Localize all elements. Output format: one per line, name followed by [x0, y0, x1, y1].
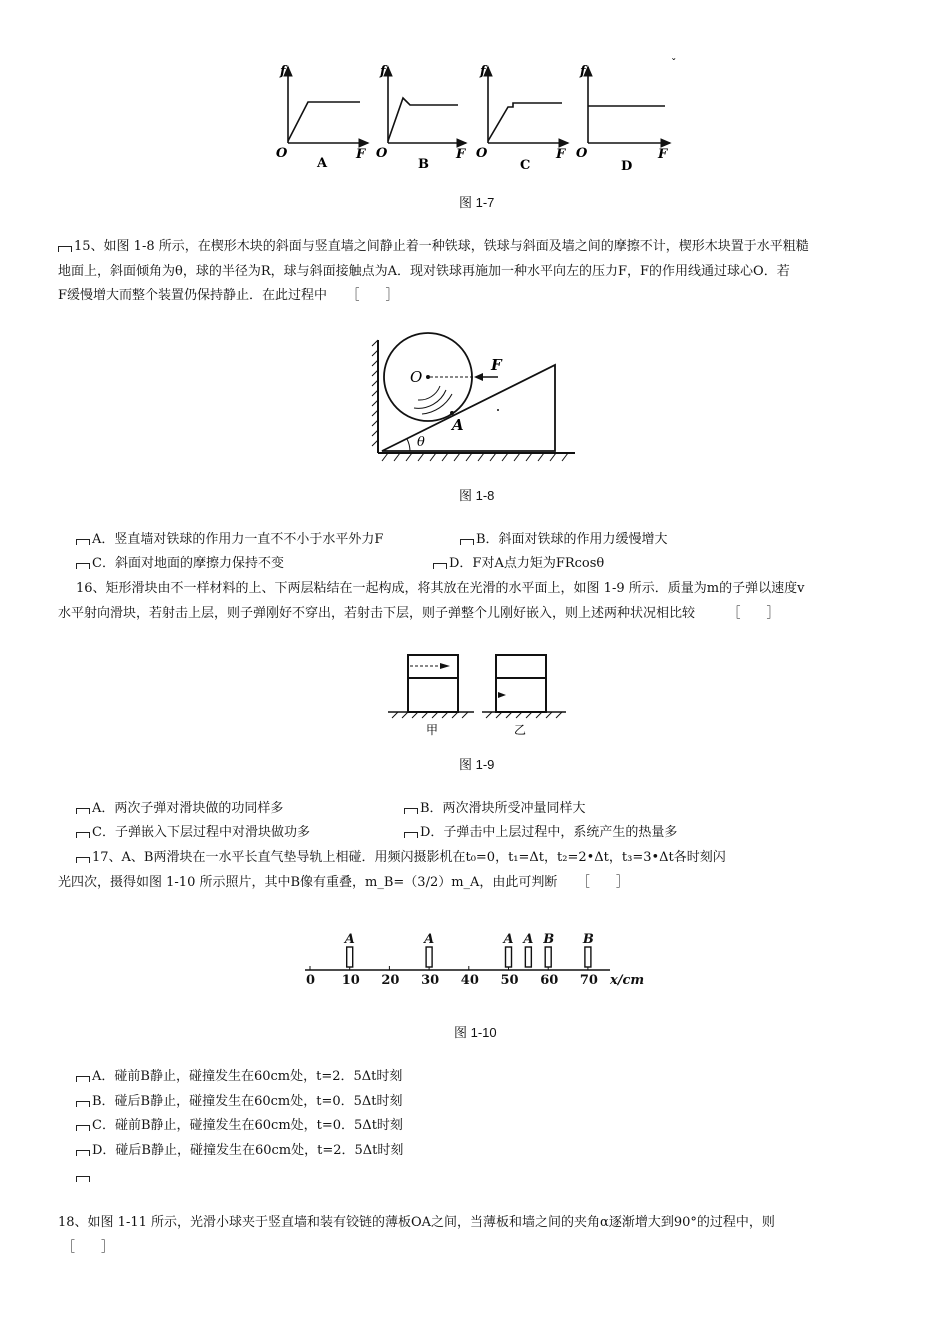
question-16-line-1: 16、矩形滑块由不一样材料的上、下两层粘结在一起构成，将其放在光滑的水平面上，如图 1-9 所示．质量为m的子弹以速度v	[76, 581, 805, 596]
answer-blank-mark	[404, 832, 418, 838]
label-F: F	[491, 356, 502, 374]
stray-mark: ˇ	[671, 57, 677, 70]
figure-1-8	[370, 330, 580, 465]
answer-blank-mark	[76, 1076, 90, 1082]
tick-label: 20	[381, 973, 400, 988]
q15-option-a[interactable]: A．竖直墙对铁球的作用力一直不不小于水平外力F	[76, 529, 383, 551]
slider-block-b	[585, 947, 591, 967]
question-15-line-2: 地面上，斜面倾角为θ，球的半径为R，球与斜面接触点为A．现对铁球再施加一种水平向左的压力F，F的作用线通过球心O．若	[58, 264, 790, 279]
question-15-line-3: F缓慢增大而整个装置仍保持静止．在此过程中 ［ ］	[58, 288, 399, 303]
graph-panel-a	[276, 64, 368, 171]
q16-option-a[interactable]: A．两次子弹对滑块做的功同样多	[76, 798, 283, 820]
slider-block-a	[506, 947, 512, 967]
answer-blank-mark	[76, 1101, 90, 1107]
block-label: A	[344, 932, 355, 947]
question-15-line-1: 15、如图 1-8 所示，在楔形木块的斜面与竖直墙之间静止着一种铁球，铁球与斜面及墙之间的摩擦不计，楔形木块置于水平粗糙	[58, 236, 898, 258]
label-O: O	[410, 368, 423, 386]
answer-blank-mark	[76, 857, 90, 863]
slider-block-a	[426, 947, 432, 967]
figure-1-7	[270, 55, 690, 180]
q15-option-d[interactable]: D．F对A点力矩为FRcosθ	[433, 553, 604, 575]
block-label: B	[543, 932, 555, 947]
f-axis-label: f	[380, 64, 386, 79]
tick-label: 40	[460, 973, 479, 988]
f-axis-label: f	[480, 64, 486, 79]
f-axis-label: f	[580, 64, 586, 79]
figure-caption-1-8: 图 1-8	[459, 488, 495, 503]
tick-label: 0	[306, 973, 316, 988]
q17-option-d[interactable]: D．碰后B静止，碰撞发生在60cm处，t=2．5Δt时刻	[76, 1140, 403, 1162]
q15-option-b[interactable]: B．斜面对铁球的作用力缓慢增大	[460, 529, 668, 551]
f-axis-label: f	[280, 64, 286, 79]
q16-option-b[interactable]: B．两次滑块所受冲量同样大	[404, 798, 586, 820]
answer-blank-mark	[433, 563, 447, 569]
origin-label: O	[476, 146, 488, 161]
answer-blank-mark	[76, 1125, 90, 1131]
answer-blank-mark	[76, 1176, 90, 1182]
panel-label-a: A	[317, 156, 328, 171]
question-17-line-1: 17、A、B两滑块在一水平长直气垫导轨上相碰．用频闪摄影机在t₀=0，t₁=Δt，t₂=2•Δt，t₃=3•Δt各时刻闪	[76, 847, 898, 869]
origin-label: O	[276, 146, 288, 161]
figure-caption-1-10: 图 1-10	[454, 1025, 497, 1040]
origin-label: O	[376, 146, 388, 161]
answer-blank-mark	[76, 1150, 90, 1156]
origin-label: O	[576, 146, 588, 161]
block-label: A	[523, 932, 534, 947]
F-axis-label: F	[456, 147, 466, 162]
label-jia: 甲	[426, 723, 439, 737]
F-axis-label: F	[356, 147, 366, 162]
question-16-line-2: 水平射向滑块，若射击上层，则子弹刚好不穿出，若射击下层，则子弹整个儿刚好嵌入，则上述两种状况相比较 ［ ］	[58, 606, 780, 621]
tick-label: 70	[579, 973, 598, 988]
panel-label-b: B	[418, 157, 429, 172]
label-A: A	[452, 416, 464, 434]
q16-option-c[interactable]: C．子弹嵌入下层过程中对滑块做功多	[76, 822, 310, 844]
tick-label: 50	[500, 973, 519, 988]
block-label: A	[424, 932, 435, 947]
block-label: B	[582, 932, 594, 947]
q16-option-d[interactable]: D．子弹击中上层过程中，系统产生的热量多	[404, 822, 677, 844]
answer-blank-mark	[460, 539, 474, 545]
tick-label: 60	[540, 973, 559, 988]
panel-label-d: D	[621, 159, 633, 174]
q17-option-a[interactable]: A．碰前B静止，碰撞发生在60cm处，t=2．5Δt时刻	[76, 1066, 402, 1088]
figure-caption-1-9: 图 1-9	[459, 757, 495, 772]
answer-blank-mark	[58, 246, 72, 252]
answer-blank-mark	[76, 832, 90, 838]
panel-label-c: C	[520, 158, 531, 173]
slider-block-a	[525, 947, 531, 967]
graph-panel-d	[576, 64, 670, 174]
q15-option-c[interactable]: C．斜面对地面的摩擦力保持不变	[76, 553, 284, 575]
question-18-line-2: ［ ］	[62, 1240, 115, 1255]
figure-caption-1-7: 图 1-7	[459, 195, 495, 210]
graph-panel-b	[376, 64, 466, 172]
q17-option-c[interactable]: C．碰前B静止，碰撞发生在60cm处，t=0．5Δt时刻	[76, 1115, 403, 1137]
answer-blank-mark	[76, 563, 90, 569]
q17-option-b[interactable]: B．碰后B静止，碰撞发生在60cm处，t=0．5Δt时刻	[76, 1091, 403, 1113]
figure-1-10	[300, 915, 660, 995]
answer-blank-mark	[404, 808, 418, 814]
slider-block-b	[545, 947, 551, 967]
label-theta: θ	[417, 435, 425, 450]
F-axis-label: F	[556, 147, 566, 162]
tick-label: 10	[341, 973, 360, 988]
question-17-line-2: 光四次，摄得如图 1-10 所示照片，其中B像有重叠，m_B=（3/2）m_A，由此可判断 ［ ］	[58, 875, 629, 890]
F-axis-label: F	[658, 147, 668, 162]
tick-label: 30	[421, 973, 440, 988]
question-18-line-1: 18、如图 1-11 所示，光滑小球夹于竖直墙和装有铰链的薄板OA之间，当薄板和墙之间的夹角α逐渐增大到90°的过程中，则	[58, 1215, 775, 1230]
block-label: A	[503, 932, 514, 947]
answer-blank-mark	[76, 808, 90, 814]
empty-answer-line	[76, 1166, 92, 1188]
graph-panel-c	[476, 64, 568, 173]
label-yi: 乙	[514, 723, 527, 737]
answer-blank-mark	[76, 539, 90, 545]
slider-block-a	[347, 947, 353, 967]
axis-label: x/cm	[610, 973, 645, 988]
figure-1-9	[388, 650, 568, 740]
